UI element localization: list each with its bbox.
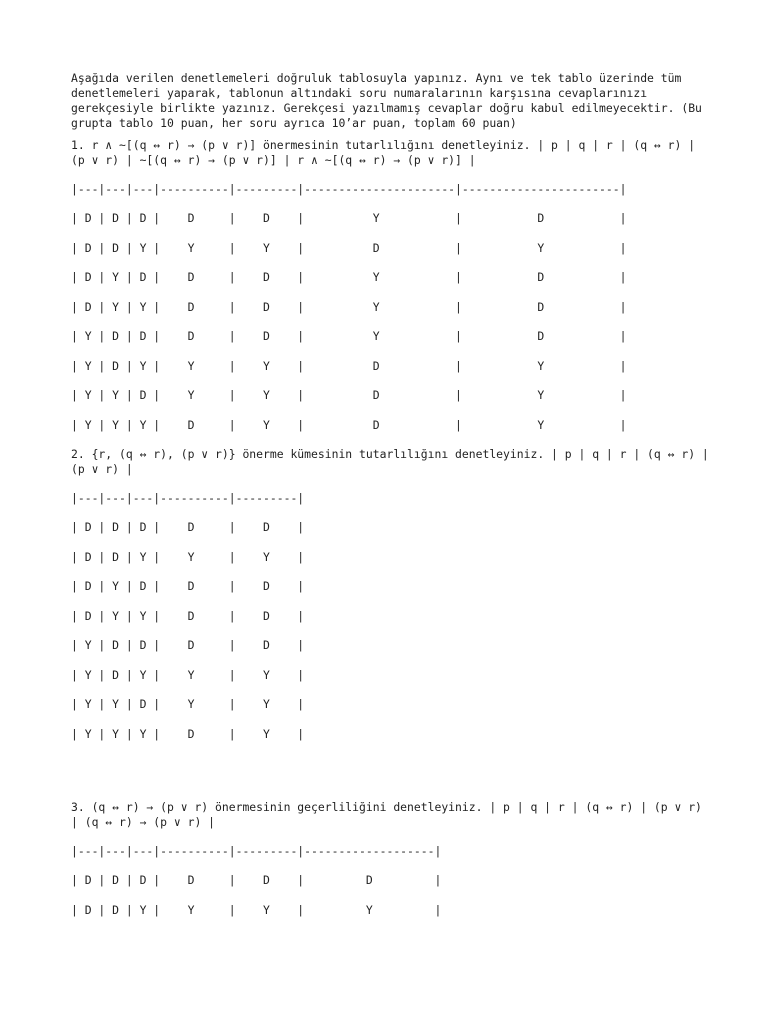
question-2-section xyxy=(71,447,711,742)
table-row: | D | D | D | D | D | Y | D | xyxy=(71,211,627,225)
table-row: | Y | D | Y | Y | Y | D | Y | xyxy=(71,358,627,373)
question-3-section xyxy=(71,800,711,918)
table-row: | Y | D | D | D | D | xyxy=(71,638,305,652)
table-row: | D | Y | D | D | D | Y | D | xyxy=(71,270,627,284)
document-page xyxy=(71,71,711,932)
question-2-text: 2. {r, (q ↔ r), (p ∨ r)} önerme kümesinin tutarlılığını denetleyiniz. | p | q | r | (q ↔ r) | (p ∨ r) | xyxy=(71,447,709,476)
table-row: | D | Y | D | D | D | xyxy=(71,579,305,593)
table-row: | Y | Y | D | Y | Y | xyxy=(71,697,305,711)
table-row: | D | D | Y | Y | Y | D | Y | xyxy=(71,240,627,255)
table-row: | D | D | D | D | D | xyxy=(71,520,305,534)
table-row: | Y | Y | Y | D | Y | xyxy=(71,726,305,741)
table-row: | Y | Y | D | Y | Y | D | Y | xyxy=(71,388,627,402)
table-2-separator: |---|---|---|----------|---------| xyxy=(71,491,305,505)
spacer xyxy=(71,756,711,800)
table-row: | Y | D | D | D | D | Y | D | xyxy=(71,329,627,343)
table-3-separator: |---|---|---|----------|---------|-------------------| xyxy=(71,844,442,858)
question-1-text: 1. r ∧ ~[(q ↔ r) → (p ∨ r)] önermesinin tutarlılığını denetleyiniz. | p | q | r | (q ↔ r) | (p ∨ r) | ~[(q ↔ r) → (p ∨ r)] | r ∧ ~[(q ↔ r) → (p ∨ r)] | xyxy=(71,138,696,167)
table-row: | Y | Y | Y | D | Y | D | Y | xyxy=(71,417,627,432)
question-1-section xyxy=(71,138,711,433)
table-1-separator: |---|---|---|----------|---------|----------------------|-----------------------| xyxy=(71,182,627,196)
instructions-paragraph: Aşağıda verilen denetlemeleri doğruluk tablosuyla yapınız. Aynı ve tek tablo üzerinde tüm denetlemeleri yaparak, tablonun altındaki soru numaralarının karşısına cevaplarınızı gerekçesiyle birlikte yazınız. Gerekçesi yazılmamış cevaplar doğru kabul edilmeyecektir. (Bu grupta tablo 10 puan, her soru ayrıca 10’ar puan, toplam 60 puan) xyxy=(71,71,702,130)
table-row: | D | Y | Y | D | D | Y | D | xyxy=(71,299,627,314)
table-row: | D | D | Y | Y | Y | xyxy=(71,549,305,564)
table-row: | Y | D | Y | Y | Y | xyxy=(71,667,305,682)
table-row: | D | D | Y | Y | Y | Y | xyxy=(71,902,442,917)
table-row: | D | D | D | D | D | D | xyxy=(71,873,442,887)
question-3-text: 3. (q ↔ r) → (p ∨ r) önermesinin geçerliliğini denetleyiniz. | p | q | r | (q ↔ r) | (p ∨ r) | (q ↔ r) → (p ∨ r) | xyxy=(71,800,702,829)
table-row: | D | Y | Y | D | D | xyxy=(71,608,305,623)
